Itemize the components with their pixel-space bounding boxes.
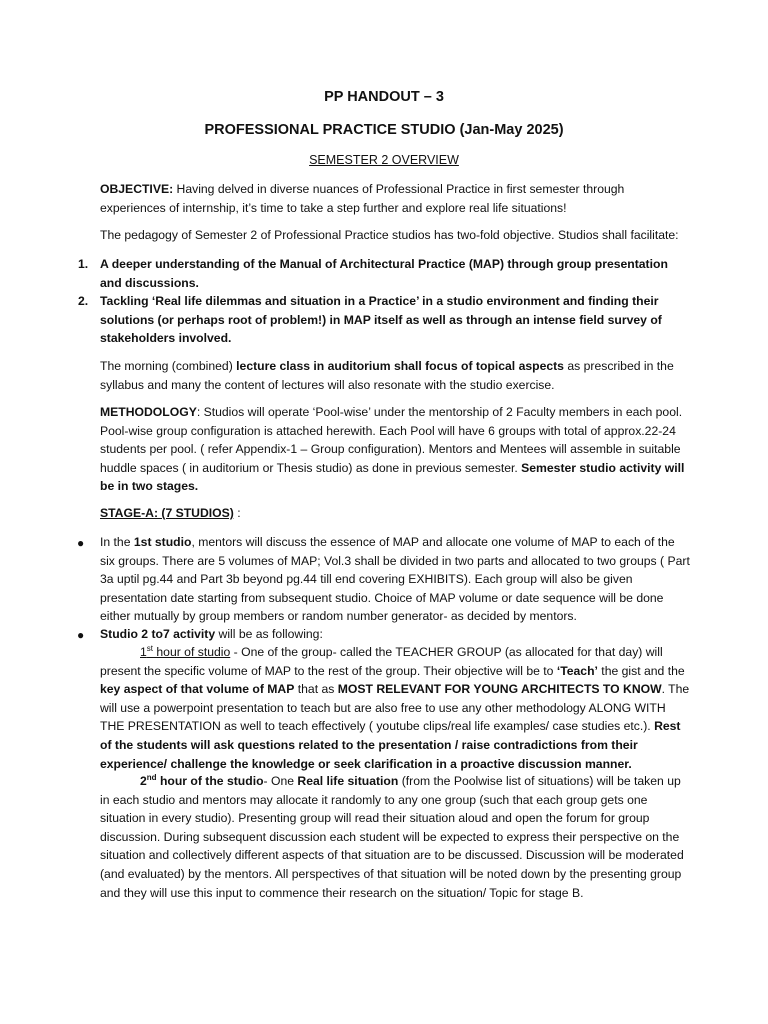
list-number-2: 2. [78, 294, 89, 308]
bullet1-text-2: , mentors will discuss the essence of MAP and allocate one volume of MAP to each of the six groups. There are 5 volumes of MAP; Vol.3 shall be divided in two parts and allocated to two groups ( Part 3a uptil pg.44 and Part 3b beyond pg.44 till end covering EXHIBITS). Each group will also be given presentation date starting from subsequent studio. Choice of MAP volume or date sequence will be done either mutually by group members or random number generator- as decided by mentors. [100, 535, 690, 624]
hour2-number: 2 [140, 774, 147, 788]
bullet-item-2 [100, 625, 690, 644]
objective-label: OBJECTIVE: [100, 182, 174, 196]
stage-a-heading [100, 504, 690, 523]
list-number-1: 1. [78, 257, 89, 271]
hour1-bold-4: Rest of the students will ask questions related to the presentation / raise contradictions from their experience/ challenge the knowledge or seek clarification in a proactive discussion manner. [100, 719, 681, 771]
list-item-2: Tackling ‘Real life dilemmas and situation in a Practice’ in a studio environment and finding their solutions (or perhaps root of problem!) in MAP itself as well as through an intense field survey of stakeholders involved. [100, 294, 662, 346]
list-item-1: A deeper understanding of the Manual of Architectural Practice (MAP) through group presentation and discussions. [100, 257, 668, 290]
hour1-text-1: - One of the group- called the TEACHER GROUP (as allocated for that day) will present the specific volume of MAP to the rest of the group. Their objective will be to [100, 645, 663, 678]
bullet1-bold: 1st studio [133, 535, 192, 549]
bullet2-bold: Studio 2 to7 activity [100, 627, 216, 641]
bullet-icon: ● [77, 536, 85, 550]
hour1-bold-1: ‘Teach’ [556, 663, 598, 678]
hour1-bold-2: key aspect of that volume of MAP [100, 682, 295, 697]
hour2-bold-2: Real life situation [297, 774, 399, 788]
bullet1-text-1: In the [100, 535, 134, 549]
methodology-text: : Studios will operate ‘Pool-wise’ under the mentorship of 2 Faculty members in each pool. Pool-wise group configuration is attached herewith. Each Pool will have 6 groups with total of approx.22-24 students per pool. ( refer Appendix-1 – Group configuration). Mentors and Mentees will assemble in suitable huddle spaces ( in auditorium or Thesis studio) as done in previous semester. [100, 405, 683, 475]
hour2-text-1: - One [263, 774, 298, 788]
hour2-sup: nd [146, 772, 157, 782]
section-heading: SEMESTER 2 OVERVIEW [309, 153, 459, 167]
hour2-bold-1: hour of the studio [156, 774, 264, 788]
hour2-paragraph [100, 772, 690, 902]
stage-a-suffix: : [233, 506, 241, 520]
objective-text: Having delved in diverse nuances of Professional Practice in first semester through experiences of internship, it’s time to take a step further and explore real life situations! [100, 182, 625, 215]
hour2-text-2: (from the Poolwise list of situations) will be taken up in each studio and mentors may allocate it randomly to any one group (such that each group gets one situation in every studio). Presenting group will read their situation aloud and open the forum for group discussion. During subsequent discussion each student will be expected to express their perspective on the situation and collectively different aspects of that situation are to be discussed. Discussion will be moderated (and evaluated) by the mentors. All perspectives of that situation will be noted down by the presenting group and they will use this input to commence their research on the situation/ Topic for stage B. [100, 774, 684, 900]
page-title: PP HANDOUT – 3 [324, 89, 444, 105]
morning-text-1: The morning (combined) [100, 359, 237, 373]
bullet-item-1 [100, 533, 690, 626]
bullet2-text: will be as following: [215, 627, 323, 641]
morning-bold: lecture class in auditorium shall focus of topical aspects [236, 359, 564, 373]
hour1-text-2: the gist and the [597, 663, 685, 678]
hour1-text-4: . The will use a powerpoint presentation to teach but are also free to use any other methodology ALONG WITH THE PRESENTATION as well to teach effectively ( youtube clips/real life examples/ case studies etc.). [100, 682, 690, 734]
methodology-paragraph [100, 403, 690, 496]
hour1-paragraph [100, 643, 690, 773]
methodology-label: METHODOLOGY [100, 405, 197, 419]
hour1-underlined: hour of studio [153, 645, 231, 659]
hour1-bold-3: MOST RELEVANT FOR YOUNG ARCHITECTS TO KNOW [337, 682, 662, 697]
objective-paragraph [100, 180, 690, 217]
methodology-bold: Semester studio activity will be in two stages. [100, 460, 685, 494]
bullet-icon: ● [77, 628, 85, 642]
morning-paragraph [100, 357, 690, 394]
hour1-text-3: that as [294, 682, 338, 697]
pedagogy-paragraph: The pedagogy of Semester 2 of Professional Practice studios has two-fold objective. Studios shall facilitate: [100, 228, 679, 242]
page-subtitle: PROFESSIONAL PRACTICE STUDIO (Jan-May 2025) [204, 122, 564, 138]
morning-text-2: as prescribed in the syllabus and many the content of lectures will also resonate with the studio exercise. [100, 359, 674, 392]
hour1-number: 1 [140, 645, 147, 659]
hour1-sup: st [146, 643, 154, 653]
stage-a-label: STAGE-A: (7 STUDIOS) [100, 506, 234, 520]
